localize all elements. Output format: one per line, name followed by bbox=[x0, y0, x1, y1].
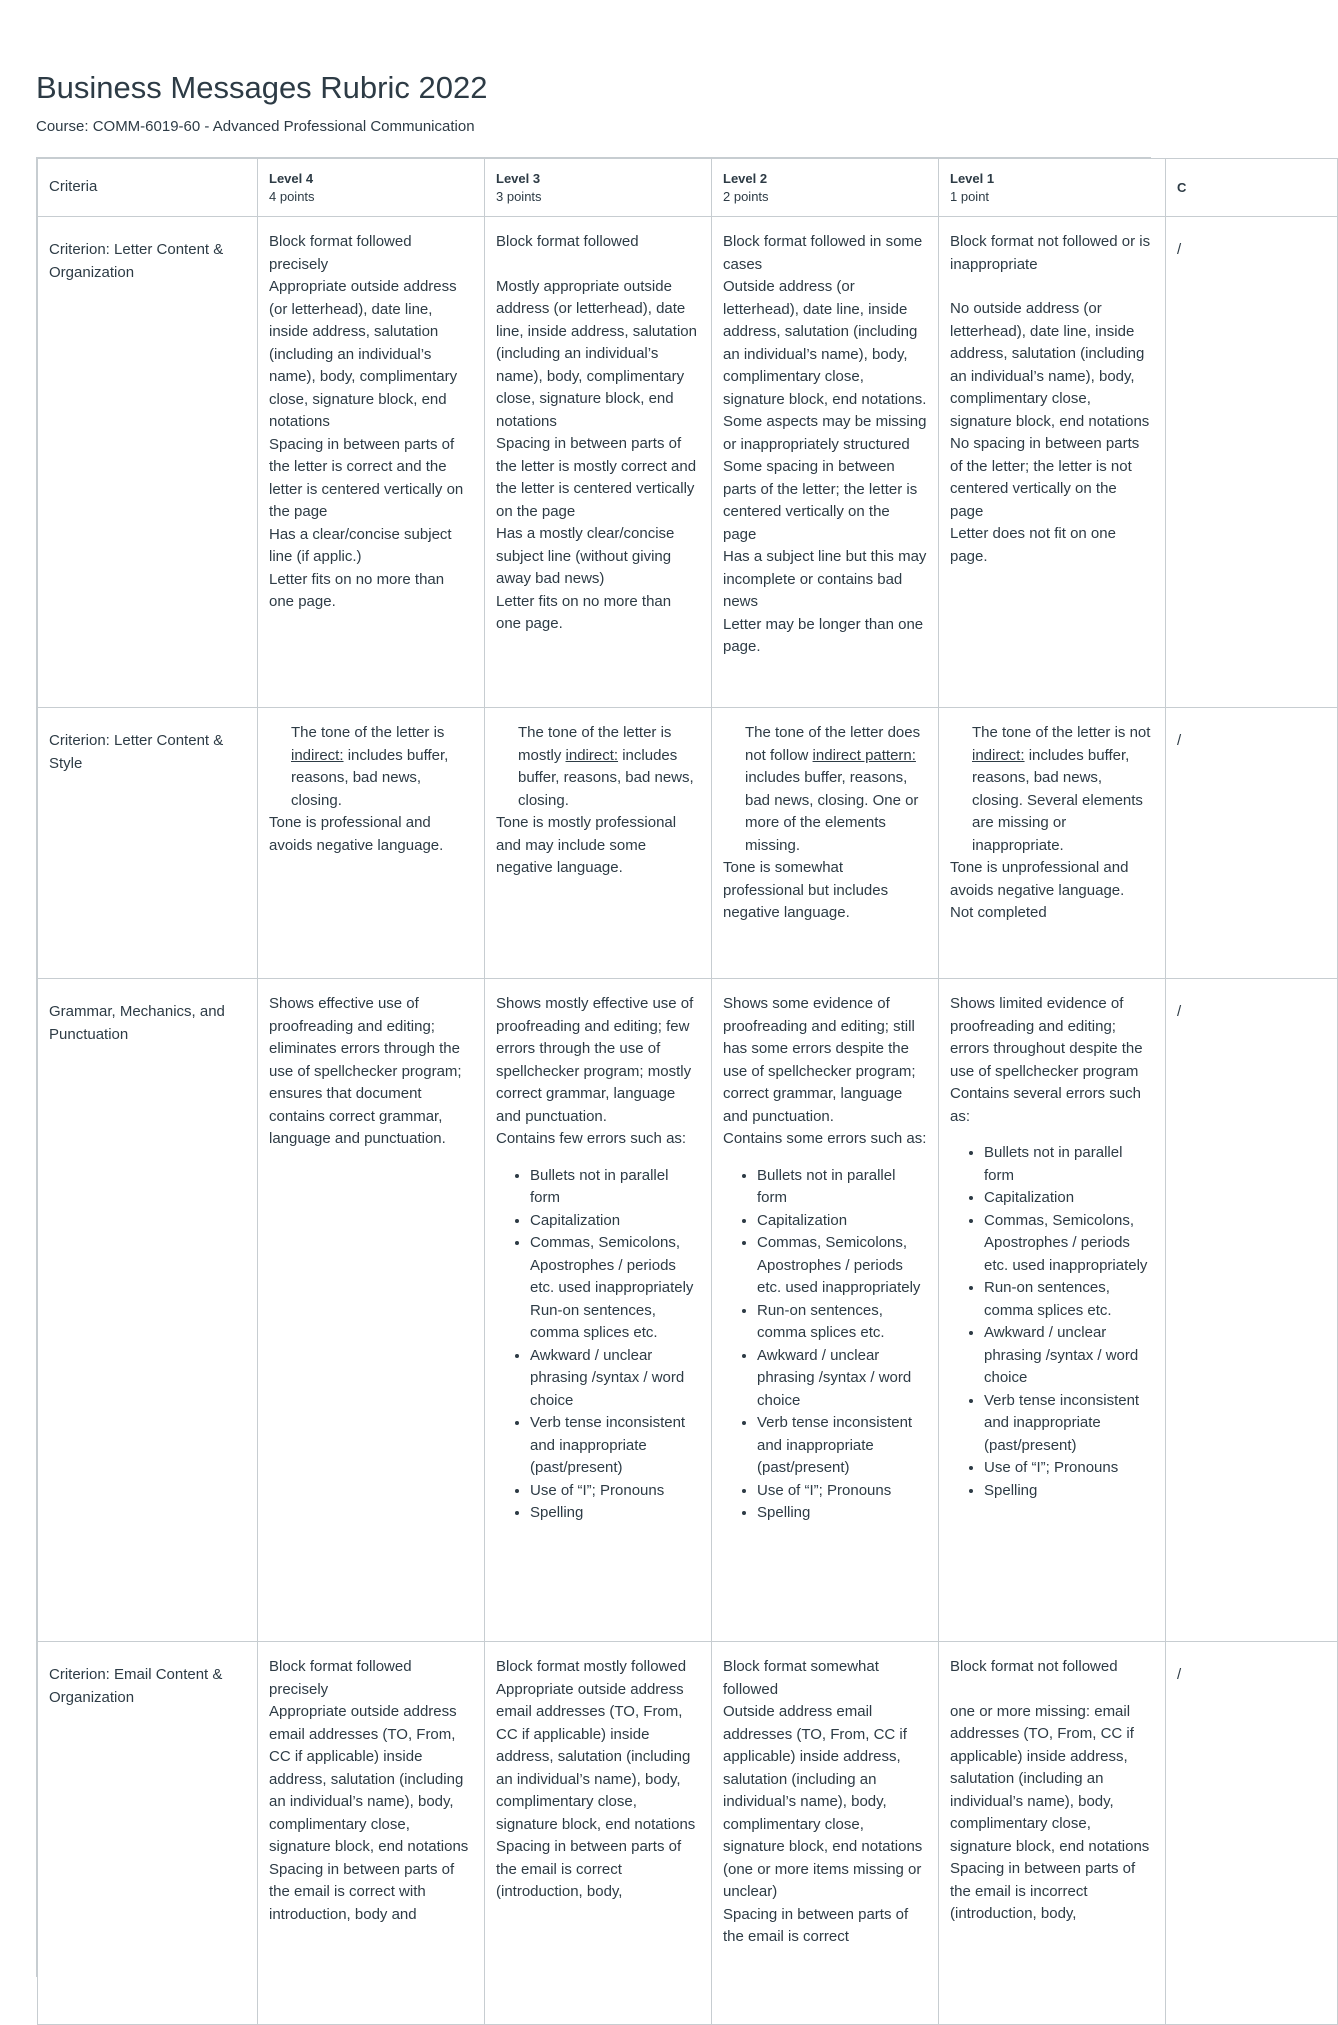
rating-description bbox=[950, 1642, 1154, 1940]
rating-cell[interactable] bbox=[712, 708, 939, 979]
description-line: Shows some evidence of proofreading and editing; still has some errors despite the use of spellchecker program; correct grammar, language and punctuation. bbox=[723, 995, 916, 1125]
description-line: No spacing in between parts of the letter; the letter is not centered vertically on the page bbox=[950, 435, 1140, 520]
tone-text-post: includes buffer, reasons, bad news, closing. Several elements are missing or inappropriate. bbox=[972, 746, 1143, 854]
indirect-term: indirect pattern: bbox=[812, 746, 916, 764]
list-item: • Capitalization bbox=[984, 1187, 1154, 1210]
list-item: • Bullets not in parallel form bbox=[757, 1165, 927, 1210]
table-row bbox=[38, 217, 1338, 708]
level-name: Level 1 bbox=[950, 170, 995, 186]
description-line: Contains few errors such as: bbox=[496, 1130, 687, 1147]
description-line: Shows limited evidence of proofreading and editing; errors throughout despite the use of spellchecker program bbox=[950, 995, 1143, 1080]
list-item: • Run-on sentences, comma splices etc. bbox=[757, 1300, 927, 1345]
rating-cell[interactable] bbox=[485, 708, 712, 979]
description-line: Shows mostly effective use of proofreading and editing; few errors through the use of spellchecker program; mostly correct grammar, language and punctuation. bbox=[496, 995, 694, 1125]
table-header-row bbox=[38, 159, 1338, 217]
description-line: Spacing in between parts of the email is correct with introduction, body and bbox=[269, 1860, 455, 1923]
level-name: Level 4 bbox=[269, 170, 314, 186]
rating-cell[interactable] bbox=[485, 979, 712, 1642]
description-line: Has a clear/concise subject line (if applic.) bbox=[269, 525, 452, 565]
points-header-label: C bbox=[1177, 179, 1187, 195]
points-marker: / bbox=[1177, 1666, 1182, 1683]
tone-text-post: includes buffer, reasons, bad news, closing. bbox=[291, 746, 449, 809]
level-name: Level 2 bbox=[723, 170, 768, 186]
tone-text-pre: The tone of the letter is bbox=[291, 724, 445, 741]
tone-paragraph bbox=[950, 722, 1154, 857]
description-line: Block format mostly followed bbox=[496, 1658, 687, 1675]
table-row bbox=[38, 979, 1338, 1642]
criterion-title: Grammar, Mechanics, and Punctuation bbox=[49, 1003, 225, 1043]
rating-cell[interactable] bbox=[258, 1642, 485, 2025]
description-line: Outside address email addresses (TO, From, CC if applicable) inside address, salutation (including an individual’s name), body, complimentary close, signature block, end notations (one or more items missing or unclear) bbox=[723, 1703, 923, 1900]
rating-description bbox=[269, 708, 473, 871]
rating-description bbox=[723, 1642, 927, 1963]
blank-line bbox=[950, 276, 1154, 298]
rating-cell[interactable] bbox=[939, 708, 1166, 979]
level-4-column-header bbox=[258, 159, 485, 217]
points-cell[interactable] bbox=[1166, 979, 1338, 1642]
list-item: • Commas, Semicolons, Apostrophes / periods etc. used inappropriately bbox=[757, 1232, 927, 1300]
criterion-title: Criterion: Email Content & Organization bbox=[49, 1666, 223, 1706]
level-3-column-header bbox=[485, 159, 712, 217]
list-item: • Capitalization bbox=[757, 1210, 927, 1233]
table-row bbox=[38, 708, 1338, 979]
points-cell[interactable] bbox=[1166, 1642, 1338, 2025]
rubric-table-container[interactable] bbox=[36, 157, 1187, 1977]
description-line: Tone is unprofessional and avoids negative language. bbox=[950, 859, 1129, 899]
description-line: Tone is mostly professional and may include some negative language. bbox=[496, 814, 677, 876]
criterion-cell bbox=[38, 1642, 258, 2025]
description-line: Block format followed precisely bbox=[269, 1658, 412, 1698]
level-name: Level 3 bbox=[496, 170, 541, 186]
list-item: • Commas, Semicolons, Apostrophes / periods etc. used inappropriately bbox=[984, 1210, 1154, 1278]
rating-description bbox=[950, 708, 1154, 939]
points-marker: / bbox=[1177, 241, 1182, 258]
description-line: Has a mostly clear/concise subject line (without giving away bad news) bbox=[496, 525, 675, 587]
description-line: Appropriate outside address email addresses (TO, From, CC if applicable) inside address, salutation (including an individual’s name), body, complimentary close, signature block, end notations bbox=[269, 1703, 469, 1855]
description-line: Not completed bbox=[950, 904, 1047, 921]
rating-description bbox=[269, 1642, 473, 1940]
tone-paragraph bbox=[269, 722, 473, 812]
description-line: Letter fits on no more than one page. bbox=[269, 570, 445, 610]
description-line: Spacing in between parts of the email is incorrect (introduction, body, bbox=[950, 1860, 1136, 1922]
table-row bbox=[38, 1642, 1338, 2025]
description-line: Has a subject line but this may incomplete or contains bad news bbox=[723, 548, 927, 610]
blank-line bbox=[496, 254, 700, 276]
description-line: No outside address (or letterhead), date line, inside address, salutation (including an individual’s name), body, complimentary close, signature block, end notations bbox=[950, 300, 1150, 430]
rating-description bbox=[269, 217, 473, 628]
description-line: Block format not followed bbox=[950, 1658, 1118, 1675]
indirect-term: indirect: bbox=[565, 746, 619, 764]
description-line: Appropriate outside address email addresses (TO, From, CC if applicable) inside address, salutation (including an individual’s name), body, complimentary close, signature block, end notations bbox=[496, 1680, 696, 1833]
points-column-header bbox=[1166, 159, 1338, 217]
rating-cell[interactable] bbox=[939, 1642, 1166, 2025]
rating-cell[interactable] bbox=[258, 979, 485, 1642]
rating-cell[interactable] bbox=[712, 217, 939, 708]
description-line: Block format followed bbox=[496, 233, 639, 250]
list-item: • Spelling bbox=[984, 1480, 1154, 1503]
description-line: Appropriate outside address (or letterhead), date line, inside address, salutation (including an individual’s name), body, complimentary close, signature block, end notations bbox=[269, 278, 458, 430]
indirect-term: indirect: bbox=[972, 746, 1025, 764]
rating-description bbox=[723, 217, 927, 673]
rating-description bbox=[950, 217, 1154, 582]
list-item: • Use of “I”; Pronouns bbox=[530, 1480, 700, 1503]
blank-line bbox=[950, 1679, 1154, 1701]
level-points: 4 points bbox=[269, 188, 315, 204]
description-line: Block format followed in some cases bbox=[723, 233, 923, 273]
rating-description bbox=[496, 217, 700, 650]
rating-cell[interactable] bbox=[258, 708, 485, 979]
tone-text-pre: The tone of the letter does not follow bbox=[745, 724, 921, 764]
description-line: Tone is professional and avoids negative language. bbox=[269, 814, 444, 854]
description-line: Outside address (or letterhead), date line, inside address, salutation (including an individual’s name), body, complimentary close, signature block, end notations. Some aspects may be missing or inappropriately structured bbox=[723, 278, 927, 453]
error-list bbox=[723, 1165, 927, 1525]
list-item: • Awkward / unclear phrasing /syntax / word choice bbox=[984, 1322, 1154, 1390]
description-line: Contains several errors such as: bbox=[950, 1085, 1141, 1125]
criterion-cell bbox=[38, 217, 258, 708]
rating-description bbox=[723, 708, 927, 939]
tone-paragraph bbox=[496, 722, 700, 812]
description-line: Spacing in between parts of the letter is mostly correct and the letter is centered vertically on the page bbox=[496, 435, 697, 520]
list-item: • Bullets not in parallel form bbox=[530, 1165, 700, 1210]
list-item: • Verb tense inconsistent and inappropriate (past/present) bbox=[757, 1412, 927, 1480]
list-item: • Run-on sentences, comma splices etc. bbox=[984, 1277, 1154, 1322]
list-item: • Spelling bbox=[757, 1502, 927, 1525]
rating-cell[interactable] bbox=[485, 1642, 712, 2025]
list-item: • Commas, Semicolons, Apostrophes / periods etc. used inappropriately Run-on sentences, comma splices etc. bbox=[530, 1232, 700, 1345]
description-line: Tone is somewhat professional but includes negative language. bbox=[723, 859, 889, 921]
criteria-column-header: Criteria bbox=[38, 159, 258, 217]
rating-description bbox=[496, 708, 700, 894]
rating-cell[interactable] bbox=[258, 217, 485, 708]
description-line: Spacing in between parts of the letter is correct and the letter is centered vertically on the page bbox=[269, 435, 464, 520]
rating-cell[interactable] bbox=[485, 217, 712, 708]
rating-cell[interactable] bbox=[939, 979, 1166, 1642]
course-label: Course: COMM-6019-60 - Advanced Professional Communication bbox=[36, 118, 475, 135]
description-line: Letter does not fit on one page. bbox=[950, 525, 1116, 565]
level-points: 1 point bbox=[950, 188, 990, 204]
list-item: • Verb tense inconsistent and inappropriate (past/present) bbox=[530, 1412, 700, 1480]
points-marker: / bbox=[1177, 1003, 1182, 1020]
description-line: Contains some errors such as: bbox=[723, 1130, 927, 1147]
rating-cell[interactable] bbox=[712, 979, 939, 1642]
level-2-column-header bbox=[712, 159, 939, 217]
rating-description bbox=[496, 979, 700, 1539]
description-line: one or more missing: email addresses (TO, From, CC if applicable) inside address, salutation (including an individual’s name), body, complimentary close, signature block, end notations bbox=[950, 1702, 1150, 1855]
rubric-body bbox=[38, 217, 1338, 2025]
tone-text-post: includes buffer, reasons, bad news, closing. One or more of the elements missing. bbox=[745, 769, 919, 854]
page-title: Business Messages Rubric 2022 bbox=[36, 70, 488, 105]
tone-text-pre: The tone of the letter is not bbox=[972, 724, 1151, 741]
list-item: • Awkward / unclear phrasing /syntax / word choice bbox=[757, 1345, 927, 1413]
list-item: • Verb tense inconsistent and inappropriate (past/present) bbox=[984, 1390, 1154, 1458]
points-cell[interactable] bbox=[1166, 708, 1338, 979]
description-line: Letter fits on no more than one page. bbox=[496, 592, 672, 632]
criterion-title: Criterion: Letter Content & Style bbox=[49, 732, 224, 772]
rating-description bbox=[723, 979, 927, 1539]
list-item: • Spelling bbox=[530, 1502, 700, 1525]
tone-text-pre: The tone of the letter is mostly bbox=[518, 724, 672, 764]
points-cell[interactable] bbox=[1166, 217, 1338, 708]
points-marker: / bbox=[1177, 732, 1182, 749]
description-line: Block format not followed or is inappropriate bbox=[950, 233, 1151, 273]
description-line: Spacing in between parts of the email is correct (introduction, body, bbox=[496, 1838, 682, 1900]
level-points: 3 points bbox=[496, 188, 542, 204]
error-list bbox=[950, 1142, 1154, 1502]
rating-cell[interactable] bbox=[712, 1642, 939, 2025]
description-line: Spacing in between parts of the email is correct bbox=[723, 1905, 909, 1945]
description-line: Letter may be longer than one page. bbox=[723, 615, 924, 655]
indirect-term: indirect: bbox=[291, 746, 344, 764]
list-item: • Use of “I”; Pronouns bbox=[984, 1457, 1154, 1480]
level-1-column-header bbox=[939, 159, 1166, 217]
tone-paragraph bbox=[723, 722, 927, 857]
description-line: Shows effective use of proofreading and editing; eliminates errors through the use of spellchecker program; ensures that document contains correct grammar, language and punctuation. bbox=[269, 995, 462, 1147]
criterion-title: Criterion: Letter Content & Organization bbox=[49, 241, 224, 281]
description-line: Block format somewhat followed bbox=[723, 1658, 879, 1698]
rating-description bbox=[950, 979, 1154, 1516]
level-points: 2 points bbox=[723, 188, 769, 204]
description-line: Some spacing in between parts of the letter; the letter is centered vertically on the page bbox=[723, 458, 918, 543]
criterion-cell bbox=[38, 708, 258, 979]
list-item: • Awkward / unclear phrasing /syntax / word choice bbox=[530, 1345, 700, 1413]
list-item: • Capitalization bbox=[530, 1210, 700, 1233]
list-item: • Bullets not in parallel form bbox=[984, 1142, 1154, 1187]
tone-text-post: includes buffer, reasons, bad news, closing. bbox=[518, 746, 694, 809]
list-item: • Use of “I”; Pronouns bbox=[757, 1480, 927, 1503]
rating-description bbox=[496, 1642, 700, 1918]
description-line: Block format followed precisely bbox=[269, 233, 412, 273]
rating-description bbox=[269, 979, 473, 1165]
error-list bbox=[496, 1165, 700, 1525]
description-line: Mostly appropriate outside address (or letterhead), date line, inside address, salutation (including an individual’s name), body, complimentary close, signature block, end notations bbox=[496, 277, 697, 430]
rating-cell[interactable] bbox=[939, 217, 1166, 708]
criterion-cell bbox=[38, 979, 258, 1642]
rubric-table bbox=[37, 158, 1338, 2025]
